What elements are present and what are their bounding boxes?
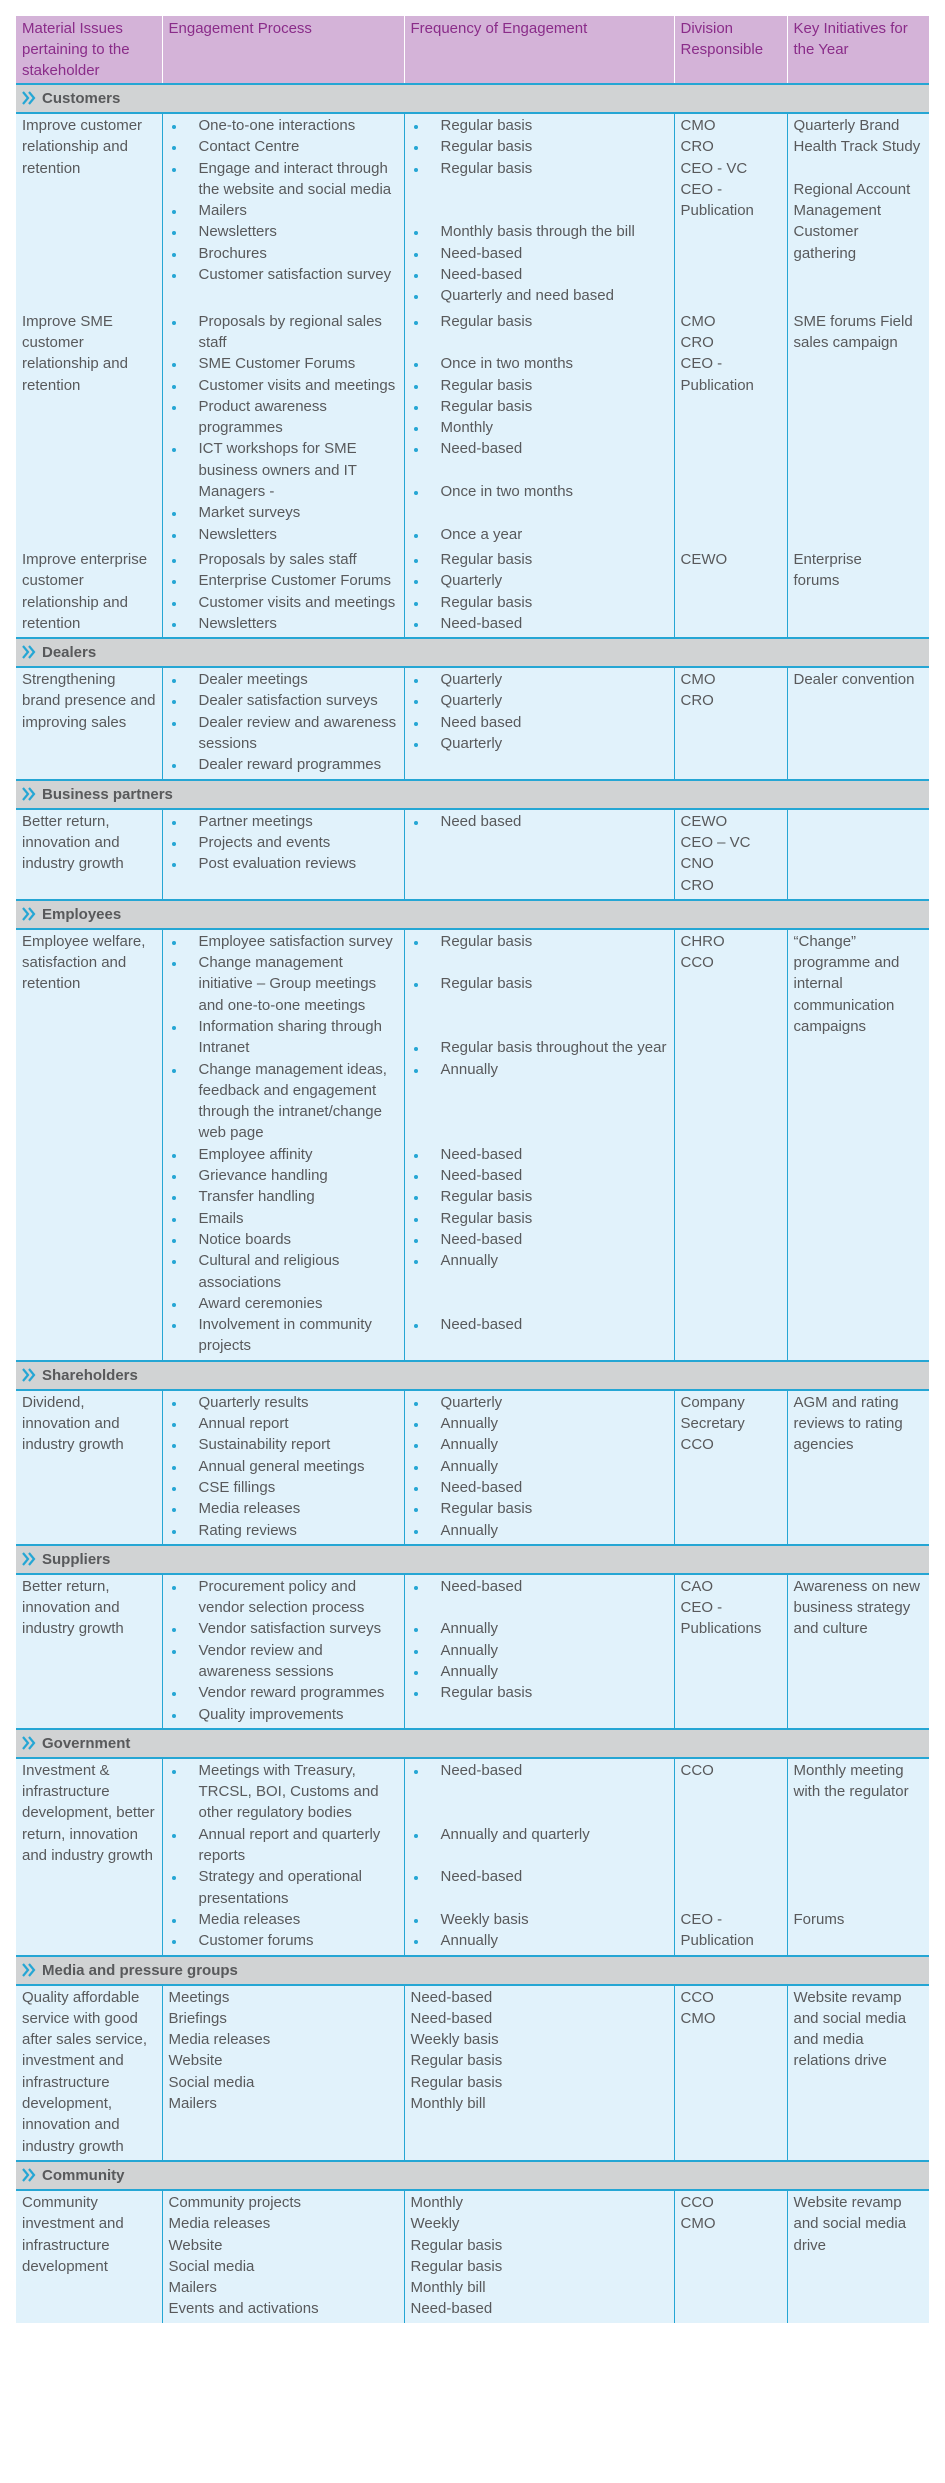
material-issue-cell: Improve enterprise customer relationship and retention: [16, 548, 162, 638]
key-initiatives-cell: Quarterly Brand Health Track Study Regional Account Management Customer gathering: [787, 113, 929, 310]
section-title: Dealers: [42, 644, 97, 662]
list-item: [411, 1101, 668, 1122]
list-item: One-to-one interactions: [169, 115, 398, 136]
division-cell: [674, 1985, 787, 2161]
list-item: Regular basis: [410, 2236, 503, 2254]
list-item: Regular basis: [411, 549, 668, 570]
list-item: CRO: [680, 876, 714, 894]
material-issue-cell: Community investment and infrastructure development: [16, 2190, 162, 2323]
list-item: Rating reviews: [169, 1520, 398, 1541]
list-item: Mailers: [168, 2279, 217, 2297]
list-item: Quarterly results: [169, 1392, 398, 1413]
division-cell: [674, 310, 787, 548]
list-item: [411, 1016, 668, 1037]
engagement-process-cell: [162, 1574, 404, 1729]
engagement-process-cell: [162, 667, 404, 779]
table-row: [16, 1390, 929, 1545]
list-item: [681, 1802, 781, 1823]
engagement-process-cell: [162, 2190, 404, 2323]
table-row: [16, 1574, 929, 1729]
list-item: [411, 1802, 668, 1823]
list-item: Quarterly and need based: [411, 285, 668, 306]
list-item: Annually: [411, 1413, 668, 1434]
list-item: Regular basis: [411, 311, 668, 332]
section-header: [16, 638, 929, 667]
frequency-cell: [404, 1390, 674, 1545]
list-item: CRO: [680, 138, 714, 156]
key-initiatives-cell: Website revamp and social media and media relations drive: [787, 1985, 929, 2161]
list-item: Mailers: [168, 2095, 217, 2113]
stakeholder-engagement-table: [16, 16, 929, 2323]
list-item: Sustainability report: [169, 1434, 398, 1455]
list-item: ICT workshops for SME business owners and IT Managers -: [169, 438, 398, 502]
list-item: Social media: [168, 2257, 255, 2275]
list-item: Publication: [680, 1932, 754, 1950]
frequency-cell: [404, 809, 674, 900]
list-item: Regular basis: [411, 136, 668, 157]
list-item: Customer forums: [169, 1930, 398, 1951]
list-item: Once in two months: [411, 353, 668, 374]
key-initiatives-cell: Website revamp and social media drive: [787, 2190, 929, 2323]
list-item: CEWO: [680, 550, 728, 568]
section-title: Suppliers: [42, 1550, 111, 1568]
header-engagement-process: Engagement Process: [162, 16, 404, 84]
list-item: Annually: [411, 1930, 668, 1951]
section-header: [16, 780, 929, 809]
list-item: Need-based: [411, 438, 668, 459]
section-row-shareholders: [16, 1361, 929, 1390]
list-item: Social media: [168, 2073, 255, 2091]
division-cell: [674, 1574, 787, 1729]
section-title: Shareholders: [42, 1366, 138, 1384]
list-item: Regular basis throughout the year: [411, 1037, 668, 1058]
frequency-cell: [404, 1985, 674, 2161]
section-header: [16, 1361, 929, 1390]
division-cell: [674, 1758, 787, 1956]
list-item: Regular basis: [411, 115, 668, 136]
list-item: CEWO: [680, 812, 728, 830]
double-chevron-right-icon: [22, 91, 37, 105]
table-body: [16, 84, 929, 2323]
header-division: Division Responsible: [674, 16, 787, 84]
list-item: Need-based: [411, 1760, 668, 1781]
list-item: CCO: [680, 1988, 714, 2006]
double-chevron-right-icon: [22, 787, 37, 801]
section-header: [16, 2161, 929, 2190]
list-item: Dealer reward programmes: [169, 754, 398, 775]
list-item: [681, 1866, 781, 1887]
list-item: Need-based: [411, 1144, 668, 1165]
section-title: Community: [42, 2166, 125, 2184]
list-item: Customer visits and meetings: [169, 375, 398, 396]
key-initiatives-cell: Enterprise forums: [787, 548, 929, 638]
section-row-customers: [16, 84, 929, 113]
list-item: Regular basis: [410, 2257, 503, 2275]
section-row-business-partners: [16, 780, 929, 809]
list-item: Proposals by regional sales staff: [169, 311, 398, 354]
list-item: Regular basis: [411, 1186, 668, 1207]
division-cell: [674, 929, 787, 1361]
section-row-dealers: [16, 638, 929, 667]
list-item: Quality improvements: [169, 1704, 398, 1725]
list-item: Annually: [411, 1456, 668, 1477]
list-item: Regular basis: [411, 396, 668, 417]
list-item: CCO: [680, 954, 714, 972]
list-item: Website: [168, 2236, 223, 2254]
double-chevron-right-icon: [22, 907, 37, 921]
section-header: [16, 900, 929, 929]
material-issue-cell: Dividend, innovation and industry growth: [16, 1390, 162, 1545]
list-item: Weekly basis: [411, 1909, 668, 1930]
header-material-issues: Material Issues pertaining to the stakeholder: [16, 16, 162, 84]
list-item: CEO – VC: [680, 833, 751, 851]
list-item: Strategy and operational presentations: [169, 1866, 398, 1909]
list-item: CCO: [680, 1436, 714, 1454]
list-item: Need-based: [411, 1165, 668, 1186]
header-key-initiatives: Key Initiatives for the Year: [787, 16, 929, 84]
key-initiatives-cell: Awareness on new business strategy and culture: [787, 1574, 929, 1729]
stakeholder-engagement-table-container: [16, 16, 929, 2323]
engagement-process-cell: [162, 1758, 404, 1956]
list-item: Brochures: [169, 243, 398, 264]
list-item: CMO: [680, 2215, 716, 2233]
list-item: [411, 179, 668, 200]
list-item: Monthly: [411, 417, 668, 438]
material-issue-cell: Improve customer relationship and retention: [16, 113, 162, 310]
material-issue-cell: Employee welfare, satisfaction and retention: [16, 929, 162, 1361]
list-item: [411, 952, 668, 973]
list-item: Annual general meetings: [169, 1456, 398, 1477]
list-item: [681, 1824, 781, 1845]
list-item: Award ceremonies: [169, 1293, 398, 1314]
list-item: Need based: [411, 811, 668, 832]
header-row: [16, 16, 929, 84]
list-item: Engage and interact through the website and social media: [169, 158, 398, 201]
list-item: Employee satisfaction survey: [169, 931, 398, 952]
division-cell: [674, 667, 787, 779]
double-chevron-right-icon: [22, 1552, 37, 1566]
list-item: Need-based: [410, 1988, 493, 2006]
list-item: Regular basis: [411, 931, 668, 952]
frequency-cell: [404, 1758, 674, 1956]
list-item: [411, 1122, 668, 1143]
list-item: Monthly basis through the bill: [411, 221, 668, 242]
list-item: Grievance handling: [169, 1165, 398, 1186]
division-cell: [674, 2190, 787, 2323]
list-item: Dealer review and awareness sessions: [169, 712, 398, 755]
list-item: CCO: [680, 2193, 714, 2211]
section-row-community: [16, 2161, 929, 2190]
list-item: Media releases: [169, 1909, 398, 1930]
section-row-employees: [16, 900, 929, 929]
list-item: [411, 502, 668, 523]
list-item: Regular basis: [411, 1682, 668, 1703]
list-item: Once a year: [411, 524, 668, 545]
list-item: Vendor satisfaction surveys: [169, 1618, 398, 1639]
list-item: [411, 1293, 668, 1314]
list-item: Weekly basis: [410, 2031, 499, 2049]
table-row: [16, 2190, 929, 2323]
list-item: Vendor review and awareness sessions: [169, 1640, 398, 1683]
list-item: Information sharing through Intranet: [169, 1016, 398, 1059]
list-item: Quarterly: [411, 1392, 668, 1413]
list-item: Customer satisfaction survey: [169, 264, 398, 285]
list-item: Regular basis: [410, 2052, 503, 2070]
table-row: [16, 548, 929, 638]
section-header: [16, 1956, 929, 1985]
list-item: CEO - Publication: [680, 355, 754, 394]
list-item: [411, 460, 668, 481]
key-initiatives-cell: Dealer convention: [787, 667, 929, 779]
list-item: CMO: [680, 2009, 716, 2027]
list-item: Regular basis: [410, 2073, 503, 2091]
material-issue-cell: Better return, innovation and industry growth: [16, 809, 162, 900]
section-title: Media and pressure groups: [42, 1961, 238, 1979]
list-item: Media releases: [168, 2215, 271, 2233]
key-initiatives-cell: “Change” programme and internal communication campaigns: [787, 929, 929, 1361]
list-item: Need-based: [411, 1314, 668, 1335]
list-item: [681, 1845, 781, 1866]
list-item: [411, 200, 668, 221]
list-item: Newsletters: [169, 221, 398, 242]
engagement-process-cell: [162, 1390, 404, 1545]
list-item: [681, 1888, 781, 1909]
section-header: [16, 84, 929, 113]
list-item: Media releases: [169, 1498, 398, 1519]
engagement-process-cell: [162, 113, 404, 310]
list-item: Need-based: [411, 264, 668, 285]
key-initiatives-cell: [787, 809, 929, 900]
list-item: Quarterly: [411, 570, 668, 591]
section-row-government: [16, 1729, 929, 1758]
list-item: Employee affinity: [169, 1144, 398, 1165]
list-item: Enterprise Customer Forums: [169, 570, 398, 591]
list-item: Annually: [411, 1661, 668, 1682]
list-item: CEO -: [680, 1910, 723, 1928]
frequency-cell: [404, 310, 674, 548]
list-item: Transfer handling: [169, 1186, 398, 1207]
material-issue-cell: Better return, innovation and industry growth: [16, 1574, 162, 1729]
list-item: Quarterly: [411, 669, 668, 690]
list-item: Annually: [411, 1059, 668, 1080]
list-item: Need-based: [411, 1576, 668, 1597]
table-row: [16, 1758, 929, 1956]
list-item: Regular basis: [411, 375, 668, 396]
list-item: Briefings: [168, 2009, 227, 2027]
list-item: [411, 1597, 668, 1618]
list-item: Procurement policy and vendor selection process: [169, 1576, 398, 1619]
division-cell: [674, 1390, 787, 1545]
list-item: Need-based: [411, 243, 668, 264]
list-item: Newsletters: [169, 524, 398, 545]
list-item: CEO - VC: [680, 159, 748, 177]
list-item: CMO: [680, 671, 716, 689]
list-item: [411, 1781, 668, 1802]
list-item: Weekly: [410, 2215, 460, 2233]
table-row: [16, 1985, 929, 2161]
section-header: [16, 1729, 929, 1758]
list-item: CEO - Publications: [680, 1599, 762, 1638]
list-item: Monthly bill: [410, 2095, 486, 2113]
list-item: Vendor reward programmes: [169, 1682, 398, 1703]
list-item: CNO: [680, 855, 714, 873]
division-cell: [674, 113, 787, 310]
list-item: [411, 995, 668, 1016]
table-row: [16, 310, 929, 548]
frequency-cell: [404, 1574, 674, 1729]
list-item: Annually: [411, 1618, 668, 1639]
list-item: Change management ideas, feedback and engagement through the intranet/change web page: [169, 1059, 398, 1144]
list-item: CHRO: [680, 932, 725, 950]
list-item: Annual report and quarterly reports: [169, 1824, 398, 1867]
list-item: Need-based: [410, 2009, 493, 2027]
list-item: Company Secretary: [680, 1393, 745, 1433]
list-item: Need-based: [410, 2300, 493, 2318]
list-item: Need-based: [411, 1866, 668, 1887]
division-cell: [674, 809, 787, 900]
list-item: Change management initiative – Group meetings and one-to-one meetings: [169, 952, 398, 1016]
list-item: Customer visits and meetings: [169, 592, 398, 613]
list-item: Need-based: [411, 1477, 668, 1498]
double-chevron-right-icon: [22, 2168, 37, 2182]
section-row-suppliers: [16, 1545, 929, 1574]
list-item: Mailers: [169, 200, 398, 221]
key-initiatives-cell: AGM and rating reviews to rating agencies: [787, 1390, 929, 1545]
double-chevron-right-icon: [22, 645, 37, 659]
list-item: Market surveys: [169, 502, 398, 523]
list-item: Events and activations: [168, 2300, 319, 2318]
list-item: SME Customer Forums: [169, 353, 398, 374]
section-title: Government: [42, 1734, 131, 1752]
list-item: [411, 1888, 668, 1909]
list-item: Newsletters: [169, 613, 398, 634]
table-row: [16, 809, 929, 900]
list-item: Projects and events: [169, 832, 398, 853]
double-chevron-right-icon: [22, 1736, 37, 1750]
list-item: CCO: [680, 1761, 714, 1779]
material-issue-cell: Improve SME customer relationship and retention: [16, 310, 162, 548]
list-item: Regular basis: [411, 1208, 668, 1229]
engagement-process-cell: [162, 548, 404, 638]
list-item: Regular basis: [411, 592, 668, 613]
list-item: CMO: [680, 312, 716, 330]
list-item: Need-based: [411, 613, 668, 634]
list-item: Emails: [169, 1208, 398, 1229]
list-item: Regular basis: [411, 1498, 668, 1519]
list-item: Annually and quarterly: [411, 1824, 668, 1845]
list-item: Website: [168, 2052, 223, 2070]
frequency-cell: [404, 929, 674, 1361]
list-item: Monthly bill: [410, 2279, 486, 2297]
list-item: Meetings: [168, 1988, 230, 2006]
double-chevron-right-icon: [22, 1368, 37, 1382]
list-item: Need-based: [411, 1229, 668, 1250]
list-item: Partner meetings: [169, 811, 398, 832]
list-item: Product awareness programmes: [169, 396, 398, 439]
double-chevron-right-icon: [22, 1963, 37, 1977]
table-row: [16, 667, 929, 779]
list-item: Involvement in community projects: [169, 1314, 398, 1357]
list-item: Regular basis: [411, 158, 668, 179]
key-initiatives-cell: Monthly meeting with the regulator Forums: [787, 1758, 929, 1956]
list-item: Quarterly: [411, 690, 668, 711]
division-cell: [674, 548, 787, 638]
frequency-cell: [404, 113, 674, 310]
engagement-process-cell: [162, 1985, 404, 2161]
section-title: Customers: [42, 90, 121, 107]
section-title: Employees: [42, 905, 122, 923]
list-item: Proposals by sales staff: [169, 549, 398, 570]
list-item: Need based: [411, 712, 668, 733]
list-item: Quarterly: [411, 733, 668, 754]
list-item: Monthly: [410, 2193, 464, 2211]
table-row: [16, 929, 929, 1361]
frequency-cell: [404, 667, 674, 779]
frequency-cell: [404, 2190, 674, 2323]
list-item: CRO: [680, 692, 714, 710]
list-item: Regular basis: [411, 973, 668, 994]
list-item: Community projects: [168, 2193, 302, 2211]
list-item: CRO: [680, 333, 714, 351]
list-item: [411, 1080, 668, 1101]
list-item: CEO - Publication: [680, 180, 754, 220]
header-frequency: Frequency of Engagement: [404, 16, 674, 84]
list-item: CMO: [680, 117, 716, 134]
engagement-process-cell: [162, 310, 404, 548]
list-item: [411, 1845, 668, 1866]
material-issue-cell: Strengthening brand presence and improving sales: [16, 667, 162, 779]
list-item: Annually: [411, 1520, 668, 1541]
table-header: [16, 16, 929, 84]
list-item: Annually: [411, 1640, 668, 1661]
key-initiatives-cell: SME forums Field sales campaign: [787, 310, 929, 548]
section-row-media-and-pressure-groups: [16, 1956, 929, 1985]
engagement-process-cell: [162, 809, 404, 900]
section-header: [16, 1545, 929, 1574]
list-item: Dealer meetings: [169, 669, 398, 690]
material-issue-cell: Investment & infrastructure development, better return, innovation and industry growth: [16, 1758, 162, 1956]
list-item: Media releases: [168, 2031, 271, 2049]
frequency-cell: [404, 548, 674, 638]
list-item: Post evaluation reviews: [169, 853, 398, 874]
list-item: Meetings with Treasury, TRCSL, BOI, Customs and other regulatory bodies: [169, 1760, 398, 1824]
list-item: [411, 1272, 668, 1293]
list-item: [411, 332, 668, 353]
section-title: Business partners: [42, 785, 173, 803]
list-item: Annually: [411, 1250, 668, 1271]
list-item: CAO: [680, 1577, 714, 1595]
list-item: Cultural and religious associations: [169, 1250, 398, 1293]
list-item: Annual report: [169, 1413, 398, 1434]
table-row: [16, 113, 929, 310]
material-issue-cell: Quality affordable service with good after sales service, investment and infrastructure development, innovation and industry growth: [16, 1985, 162, 2161]
list-item: [681, 1781, 781, 1802]
list-item: Notice boards: [169, 1229, 398, 1250]
list-item: Annually: [411, 1434, 668, 1455]
list-item: Dealer satisfaction surveys: [169, 690, 398, 711]
list-item: CSE fillings: [169, 1477, 398, 1498]
list-item: Contact Centre: [169, 136, 398, 157]
list-item: Once in two months: [411, 481, 668, 502]
engagement-process-cell: [162, 929, 404, 1361]
